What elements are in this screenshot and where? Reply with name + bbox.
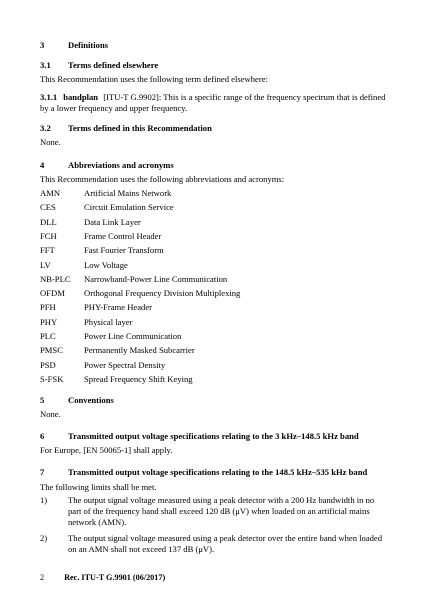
section-title: Terms defined elsewhere [68, 60, 159, 71]
page-number: 2 [40, 573, 45, 582]
abbreviation: PMSC [40, 345, 63, 356]
abbreviation-expansion: Data Link Layer [84, 216, 141, 227]
section-heading [40, 40, 386, 51]
abbreviation-row [40, 215, 386, 229]
section-title: Definitions [68, 40, 109, 50]
abbreviation-expansion: Permanently Masked Subcarrier [84, 345, 195, 356]
section-number: 4 [40, 160, 45, 171]
abbreviation-expansion: Frame Control Header [84, 231, 162, 241]
abbreviation: CES [40, 202, 56, 213]
section-heading [40, 467, 386, 478]
abbreviation-row [40, 229, 386, 243]
section-title: Transmitted output voltage specifications relating to the 3 kHz–148.5 kHz band [68, 431, 359, 442]
abbreviation-row [40, 372, 386, 386]
definition-term: bandplan [63, 91, 99, 102]
section-number: 7 [40, 467, 45, 478]
abbreviation-row [40, 358, 386, 372]
abbreviation: PLC [40, 331, 56, 342]
abbreviation-row [40, 287, 386, 301]
paragraph: This Recommendation uses the following abbreviations and acronyms: [40, 174, 285, 185]
abbreviation: FCH [40, 231, 57, 241]
list-item [40, 495, 386, 529]
abbreviation: PHY [40, 316, 58, 327]
abbreviation-expansion: Power Spectral Density [84, 359, 166, 370]
paragraph: None. [40, 137, 61, 148]
section-title: Transmitted output voltage specifications relating to the 148.5 kHz–535 kHz band [68, 467, 368, 478]
paragraph: The following limits shall be met. [40, 481, 157, 492]
section-number: 3.2 [40, 122, 51, 133]
section-number: 3.1 [40, 60, 51, 71]
abbreviation-row [40, 315, 386, 329]
section-title: Terms defined in this Recommendation [68, 122, 212, 133]
abbreviation: FFT [40, 245, 55, 256]
abbreviation-expansion: Fast Fourier Transform [84, 245, 164, 256]
section-title: Conventions [68, 394, 114, 405]
abbreviation-row [40, 330, 386, 344]
abbreviation: OFDM [40, 288, 65, 299]
abbreviation-expansion: Artificial Mains Network [84, 188, 172, 199]
abbreviation-expansion: Physical layer [84, 316, 133, 327]
abbreviation: PFH [40, 302, 56, 313]
abbreviation-row [40, 272, 386, 286]
paragraph: This Recommendation uses the following term defined elsewhere: [40, 74, 268, 85]
list-text: The output signal voltage measured using a peak detector over the entire band when loaded on an AMN shall not exceed 137 dB (μV). [68, 533, 383, 555]
section-heading [40, 123, 386, 134]
abbreviation: LV [40, 259, 51, 270]
list-number: 2) [40, 533, 48, 544]
definition [40, 92, 386, 114]
list-item [40, 533, 386, 555]
list-text: The output signal voltage measured using a peak detector with a 200 Hz bandwidth in no part of the frequency band shall exceed 120 dB (μV) when loaded on an artificial mains network (AMN). [68, 494, 375, 528]
abbreviation: PSD [40, 359, 56, 370]
abbreviation-row [40, 187, 386, 201]
paragraph: For Europe, [EN 50065-1] shall apply. [40, 445, 173, 456]
abbreviation: NB-PLC [40, 273, 71, 284]
abbreviation-expansion: Orthogonal Frequency Division Multiplexing [84, 288, 241, 299]
definition-number: 3.1.1 [40, 91, 58, 102]
abbreviation-expansion: Circuit Emulation Service [84, 202, 174, 213]
section-heading [40, 160, 386, 171]
abbreviation-expansion: Narrowband-Power Line Communication [84, 273, 228, 284]
abbreviation-row [40, 258, 386, 272]
abbreviation-expansion: PHY-Frame Header [84, 302, 153, 313]
abbreviation-expansion: Low Voltage [84, 259, 128, 270]
section-number: 6 [40, 431, 45, 442]
abbreviation: DLL [40, 216, 57, 227]
abbreviation: AMN [40, 188, 61, 199]
paragraph: None. [40, 408, 61, 419]
abbreviation: S-FSK [40, 373, 64, 384]
section-heading [40, 395, 386, 406]
page-footer [40, 573, 165, 584]
abbreviation-row [40, 244, 386, 258]
section-heading [40, 431, 386, 442]
abbreviation-list [40, 187, 386, 387]
abbreviation-expansion: Power Line Communication [84, 331, 182, 342]
abbreviation-expansion: Spread Frequency Shift Keying [84, 373, 193, 384]
definition-text: [ITU-T G.9902]: This is a specific range of the frequency spectrum that is defined by a lower frequency and upper frequency. [40, 91, 386, 113]
section-number: 3 [40, 40, 45, 50]
abbreviation-row [40, 344, 386, 358]
section-heading [40, 60, 386, 71]
list-number: 1) [40, 494, 48, 505]
document-page [40, 40, 386, 556]
abbreviation-row [40, 301, 386, 315]
section-number: 5 [40, 394, 45, 405]
section-title: Abbreviations and acronyms [68, 160, 174, 171]
document-reference: Rec. ITU-T G.9901 (06/2017) [64, 573, 166, 582]
abbreviation-row [40, 201, 386, 215]
